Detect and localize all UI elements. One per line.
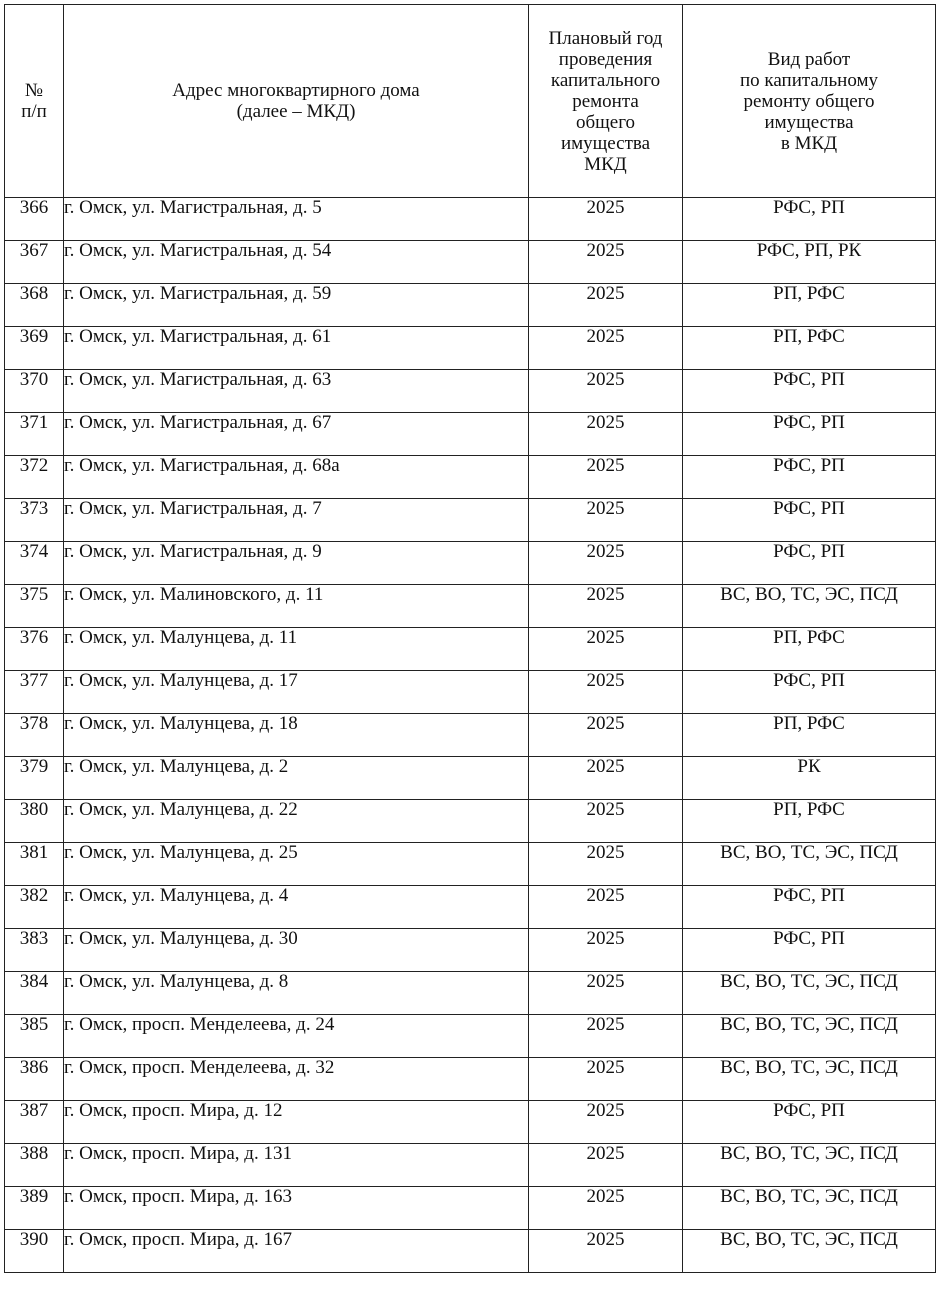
row-year: 2025 xyxy=(529,929,683,972)
row-year: 2025 xyxy=(529,284,683,327)
row-works: РФС, РП xyxy=(683,499,936,542)
row-address: г. Омск, ул. Магистральная, д. 67 xyxy=(64,413,529,456)
row-address: г. Омск, ул. Магистральная, д. 7 xyxy=(64,499,529,542)
row-year: 2025 xyxy=(529,800,683,843)
row-number: 389 xyxy=(5,1187,64,1230)
row-year: 2025 xyxy=(529,757,683,800)
row-number: 378 xyxy=(5,714,64,757)
row-works: РФС, РП xyxy=(683,542,936,585)
table-header xyxy=(5,5,936,198)
row-address: г. Омск, ул. Магистральная, д. 9 xyxy=(64,542,529,585)
row-number: 369 xyxy=(5,327,64,370)
row-year: 2025 xyxy=(529,714,683,757)
table-row xyxy=(5,1101,936,1144)
row-works: РП, РФС xyxy=(683,800,936,843)
header-year: Плановый год проведения капитального ремонта общего имущества МКД xyxy=(529,5,683,198)
row-year: 2025 xyxy=(529,327,683,370)
row-works: ВС, ВО, ТС, ЭС, ПСД xyxy=(683,1144,936,1187)
row-year: 2025 xyxy=(529,1144,683,1187)
row-number: 375 xyxy=(5,585,64,628)
row-year: 2025 xyxy=(529,1015,683,1058)
row-number: 368 xyxy=(5,284,64,327)
repair-schedule-table xyxy=(4,4,936,1273)
table-row xyxy=(5,542,936,585)
table-row xyxy=(5,327,936,370)
table-row xyxy=(5,671,936,714)
row-address: г. Омск, просп. Мира, д. 12 xyxy=(64,1101,529,1144)
row-works: РП, РФС xyxy=(683,284,936,327)
row-works: ВС, ВО, ТС, ЭС, ПСД xyxy=(683,1187,936,1230)
row-year: 2025 xyxy=(529,585,683,628)
row-year: 2025 xyxy=(529,1101,683,1144)
table-row xyxy=(5,1015,936,1058)
table-row xyxy=(5,413,936,456)
header-address: Адрес многоквартирного дома (далее – МКД) xyxy=(64,5,529,198)
table-row xyxy=(5,1058,936,1101)
row-address: г. Омск, ул. Малиновского, д. 11 xyxy=(64,585,529,628)
row-works: РП, РФС xyxy=(683,327,936,370)
table-row xyxy=(5,241,936,284)
row-works: ВС, ВО, ТС, ЭС, ПСД xyxy=(683,1230,936,1273)
row-works: РФС, РП xyxy=(683,929,936,972)
table-row xyxy=(5,1187,936,1230)
row-address: г. Омск, ул. Малунцева, д. 4 xyxy=(64,886,529,929)
row-address: г. Омск, ул. Магистральная, д. 59 xyxy=(64,284,529,327)
row-address: г. Омск, ул. Магистральная, д. 63 xyxy=(64,370,529,413)
row-works: РФС, РП xyxy=(683,198,936,241)
header-row xyxy=(5,5,936,198)
table-row xyxy=(5,628,936,671)
row-address: г. Омск, ул. Магистральная, д. 68а xyxy=(64,456,529,499)
row-number: 385 xyxy=(5,1015,64,1058)
row-number: 381 xyxy=(5,843,64,886)
row-address: г. Омск, просп. Мира, д. 163 xyxy=(64,1187,529,1230)
row-address: г. Омск, ул. Магистральная, д. 5 xyxy=(64,198,529,241)
table-row xyxy=(5,499,936,542)
row-number: 380 xyxy=(5,800,64,843)
row-number: 367 xyxy=(5,241,64,284)
row-year: 2025 xyxy=(529,1230,683,1273)
row-address: г. Омск, ул. Малунцева, д. 17 xyxy=(64,671,529,714)
row-works: РП, РФС xyxy=(683,628,936,671)
table-row xyxy=(5,284,936,327)
table-row xyxy=(5,1230,936,1273)
table-row xyxy=(5,585,936,628)
row-address: г. Омск, ул. Магистральная, д. 54 xyxy=(64,241,529,284)
row-year: 2025 xyxy=(529,843,683,886)
table-row xyxy=(5,370,936,413)
table-row xyxy=(5,972,936,1015)
row-works: ВС, ВО, ТС, ЭС, ПСД xyxy=(683,1058,936,1101)
row-year: 2025 xyxy=(529,1058,683,1101)
table-row xyxy=(5,714,936,757)
row-number: 373 xyxy=(5,499,64,542)
row-year: 2025 xyxy=(529,370,683,413)
table-row xyxy=(5,843,936,886)
row-year: 2025 xyxy=(529,628,683,671)
row-year: 2025 xyxy=(529,972,683,1015)
row-works: РФС, РП xyxy=(683,456,936,499)
row-number: 377 xyxy=(5,671,64,714)
row-address: г. Омск, просп. Мира, д. 131 xyxy=(64,1144,529,1187)
row-address: г. Омск, ул. Малунцева, д. 22 xyxy=(64,800,529,843)
header-works: Вид работ по капитальному ремонту общего имущества в МКД xyxy=(683,5,936,198)
row-year: 2025 xyxy=(529,413,683,456)
row-works: ВС, ВО, ТС, ЭС, ПСД xyxy=(683,585,936,628)
row-works: ВС, ВО, ТС, ЭС, ПСД xyxy=(683,1015,936,1058)
row-year: 2025 xyxy=(529,198,683,241)
row-year: 2025 xyxy=(529,499,683,542)
row-address: г. Омск, просп. Менделеева, д. 32 xyxy=(64,1058,529,1101)
row-address: г. Омск, просп. Менделеева, д. 24 xyxy=(64,1015,529,1058)
row-number: 390 xyxy=(5,1230,64,1273)
row-number: 371 xyxy=(5,413,64,456)
row-number: 384 xyxy=(5,972,64,1015)
row-works: РФС, РП xyxy=(683,671,936,714)
row-address: г. Омск, ул. Малунцева, д. 2 xyxy=(64,757,529,800)
row-address: г. Омск, ул. Малунцева, д. 25 xyxy=(64,843,529,886)
row-number: 374 xyxy=(5,542,64,585)
row-works: РФС, РП xyxy=(683,370,936,413)
table-row xyxy=(5,886,936,929)
row-address: г. Омск, ул. Магистральная, д. 61 xyxy=(64,327,529,370)
row-year: 2025 xyxy=(529,241,683,284)
row-works: РФС, РП xyxy=(683,886,936,929)
table-row xyxy=(5,800,936,843)
row-works: РФС, РП xyxy=(683,1101,936,1144)
row-address: г. Омск, ул. Малунцева, д. 8 xyxy=(64,972,529,1015)
row-works: РФС, РП xyxy=(683,413,936,456)
row-number: 366 xyxy=(5,198,64,241)
row-year: 2025 xyxy=(529,542,683,585)
row-number: 388 xyxy=(5,1144,64,1187)
table-body xyxy=(5,198,936,1273)
row-address: г. Омск, просп. Мира, д. 167 xyxy=(64,1230,529,1273)
row-works: РП, РФС xyxy=(683,714,936,757)
row-works: РК xyxy=(683,757,936,800)
row-address: г. Омск, ул. Малунцева, д. 11 xyxy=(64,628,529,671)
row-number: 379 xyxy=(5,757,64,800)
row-year: 2025 xyxy=(529,456,683,499)
row-works: ВС, ВО, ТС, ЭС, ПСД xyxy=(683,972,936,1015)
row-year: 2025 xyxy=(529,886,683,929)
row-number: 370 xyxy=(5,370,64,413)
table-row xyxy=(5,757,936,800)
row-number: 386 xyxy=(5,1058,64,1101)
table-row xyxy=(5,456,936,499)
row-number: 372 xyxy=(5,456,64,499)
table-row xyxy=(5,1144,936,1187)
row-works: ВС, ВО, ТС, ЭС, ПСД xyxy=(683,843,936,886)
row-works: РФС, РП, РК xyxy=(683,241,936,284)
row-number: 382 xyxy=(5,886,64,929)
row-number: 376 xyxy=(5,628,64,671)
row-year: 2025 xyxy=(529,671,683,714)
row-address: г. Омск, ул. Малунцева, д. 30 xyxy=(64,929,529,972)
table-row xyxy=(5,929,936,972)
row-number: 383 xyxy=(5,929,64,972)
row-year: 2025 xyxy=(529,1187,683,1230)
table-row xyxy=(5,198,936,241)
header-num: № п/п xyxy=(5,5,64,198)
row-address: г. Омск, ул. Малунцева, д. 18 xyxy=(64,714,529,757)
row-number: 387 xyxy=(5,1101,64,1144)
